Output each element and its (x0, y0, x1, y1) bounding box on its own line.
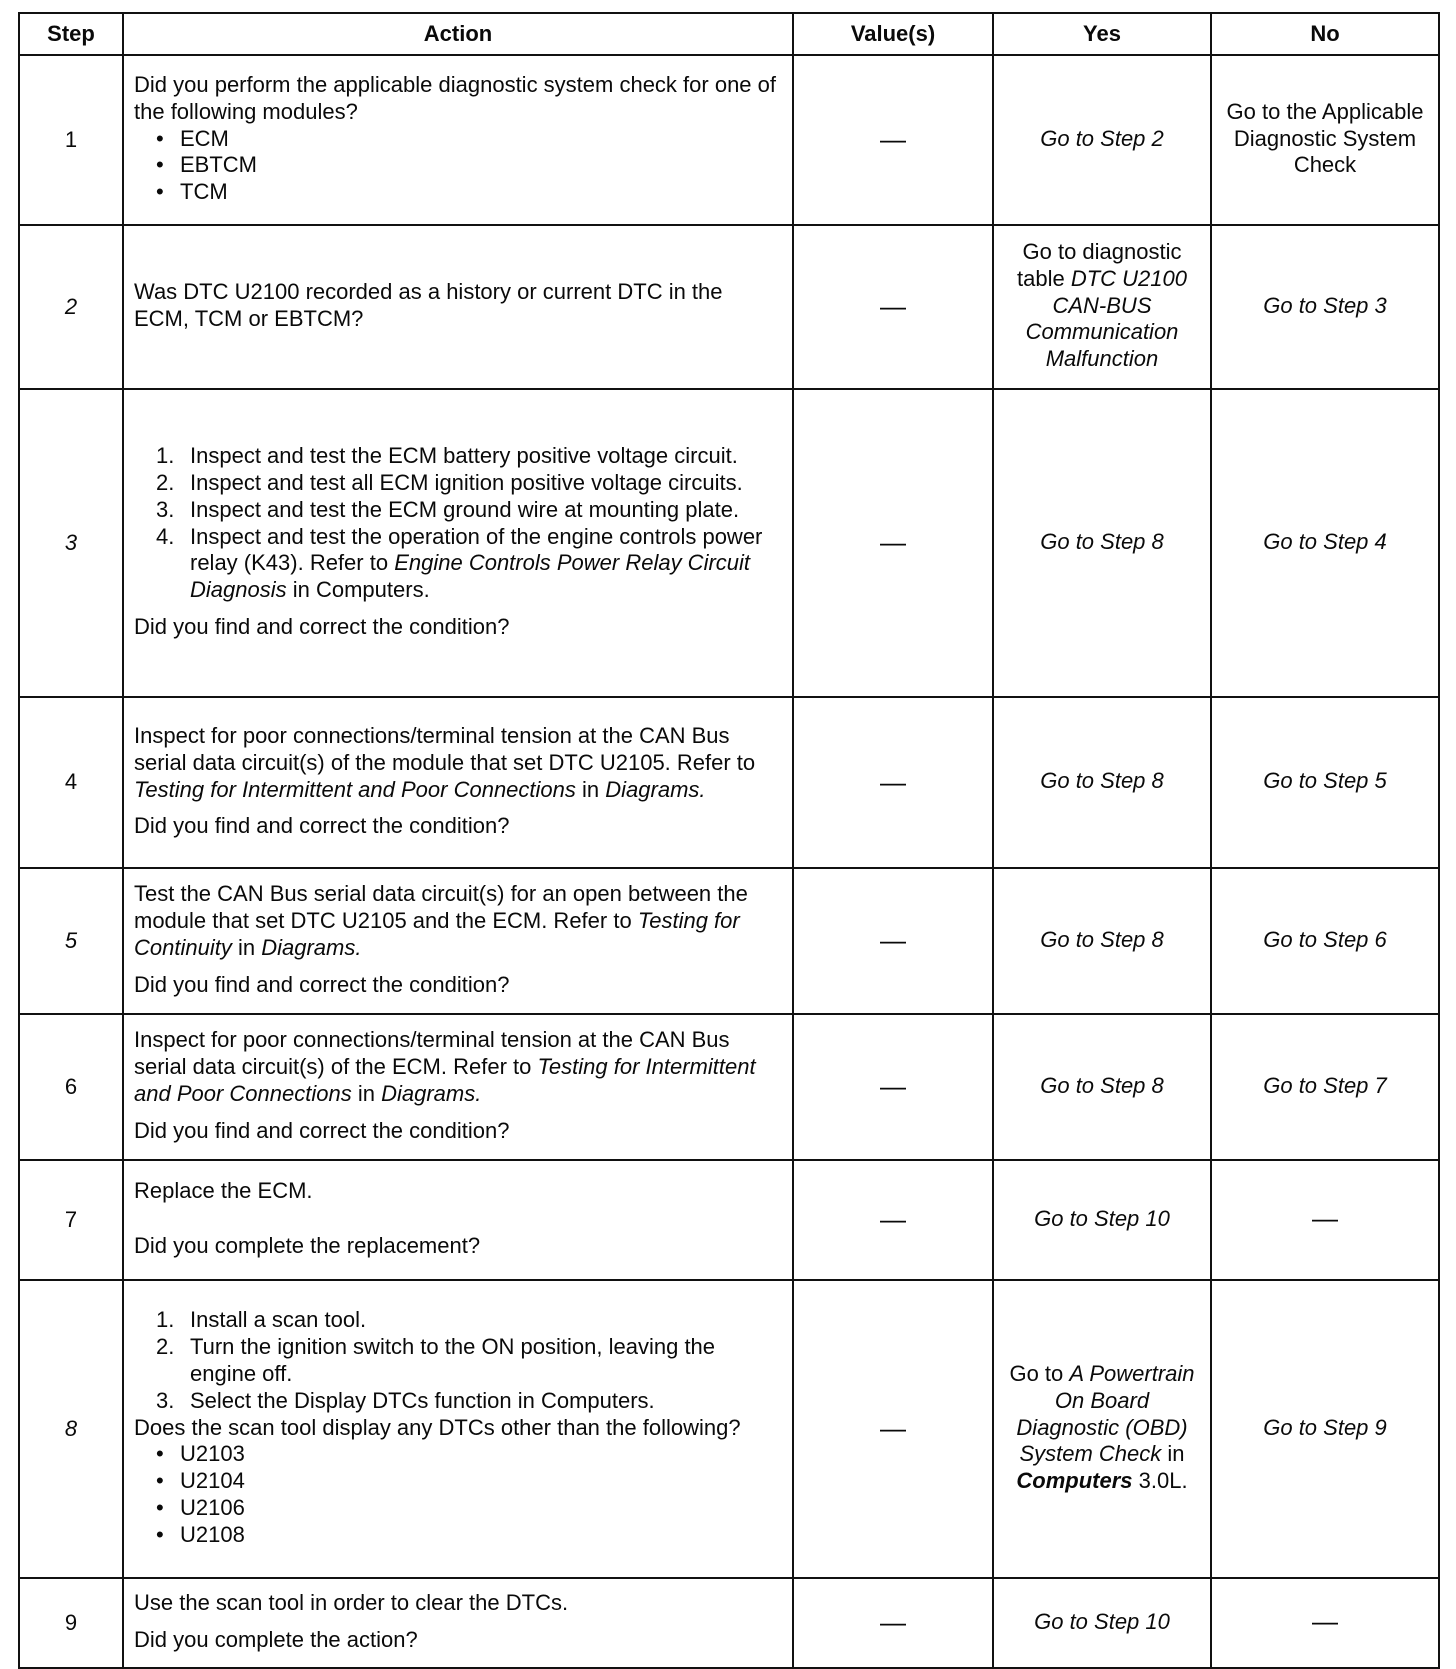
action-cell (123, 1160, 793, 1280)
yes-cell: Go to Step 8 (993, 868, 1211, 1014)
reference-link[interactable]: DTC U2100 CAN-BUS Communication Malfunction (1025, 265, 1187, 372)
list-item: 2. Turn the ignition switch to the ON position, leaving the engine off. (156, 1334, 716, 1386)
question-text: Did you find and correct the condition? (134, 1117, 510, 1143)
header-values: Value(s) (793, 13, 993, 55)
list-item: • TCM (156, 179, 782, 206)
header-step: Step (19, 13, 123, 55)
dtc-list (134, 1441, 782, 1548)
question-text: Does the scan tool display any DTCs other than the following? (134, 1414, 741, 1440)
doc-name: Diagrams. (605, 776, 706, 802)
header-yes: Yes (993, 13, 1211, 55)
reference-link[interactable]: Testing for Intermittent and Poor Connections (134, 1054, 756, 1106)
yes-cell: Go to Step 10 (993, 1160, 1211, 1280)
question-text: Did you find and correct the condition? (134, 971, 510, 997)
no-cell: — (1211, 1160, 1439, 1280)
action-text: Inspect for poor connections/terminal tension at the CAN Bus serial data circuit(s) of the module that set DTC U2105. Refer to (134, 722, 756, 775)
action-cell (123, 697, 793, 868)
list-item: 4. Inspect and test the operation of the engine controls power relay (K43). Refer to Engine Controls Power Relay Circuit Diagnosis in Computers. (156, 523, 763, 603)
table-row (19, 697, 1439, 868)
action-text: Replace the ECM. (134, 1178, 313, 1204)
action-text: Use the scan tool in order to clear the DTCs. (134, 1590, 569, 1616)
no-cell: Go to Step 3 (1211, 225, 1439, 389)
value-cell: — (793, 868, 993, 1014)
no-cell: Go to Step 5 (1211, 697, 1439, 868)
list-item: • U2106 (156, 1495, 782, 1522)
reference-link[interactable]: Testing for Intermittent and Poor Connections (134, 776, 576, 802)
table-row (19, 1280, 1439, 1578)
value-cell: — (793, 697, 993, 868)
yes-cell (993, 1280, 1211, 1578)
doc-name: Computers. (315, 577, 430, 603)
doc-name: Computers (1016, 1468, 1133, 1494)
yes-text: Go to (1009, 1360, 1064, 1386)
procedure-list (134, 443, 782, 604)
no-cell: Go to Step 6 (1211, 868, 1439, 1014)
doc-name: Computers. (540, 1387, 655, 1413)
reference-link[interactable]: A Powertrain On Board Diagnostic (OBD) System Check (1016, 1360, 1195, 1467)
value-cell: — (793, 1280, 993, 1578)
list-item-text: Inspect and test the ECM ground wire at mounting plate. (190, 496, 740, 522)
list-item-text: Inspect and test the ECM battery positive voltage circuit. (190, 443, 738, 469)
value-cell: — (793, 389, 993, 697)
table-row (19, 1014, 1439, 1160)
question-text: Did you find and correct the condition? (134, 813, 510, 839)
table-row (19, 55, 1439, 225)
action-text: Inspect for poor connections/terminal tension at the CAN Bus serial data circuit(s) of the ECM. Refer to (134, 1027, 730, 1080)
step-number: 5 (19, 868, 123, 1014)
list-item: 2. Inspect and test all ECM ignition positive voltage circuits. (156, 469, 743, 495)
diagnostic-document (18, 12, 1438, 1669)
yes-cell: Go to Step 8 (993, 1014, 1211, 1160)
yes-cell: Go to Step 10 (993, 1578, 1211, 1668)
step-number: 9 (19, 1578, 123, 1668)
step-number: 3 (19, 389, 123, 697)
engine-spec: 3.0L. (1138, 1468, 1188, 1494)
no-cell: Go to Step 9 (1211, 1280, 1439, 1578)
yes-cell: Go to Step 2 (993, 55, 1211, 225)
ref-connector: in (582, 776, 600, 802)
header-action: Action (123, 13, 793, 55)
ref-connector: in (1167, 1441, 1185, 1467)
table-row (19, 225, 1439, 389)
step-number: 4 (19, 697, 123, 868)
no-cell: Go to Step 4 (1211, 389, 1439, 697)
action-text: Did you perform the applicable diagnostic system check for one of the following modules? (134, 71, 776, 124)
header-no: No (1211, 13, 1439, 55)
reference-link[interactable]: Testing for Continuity (134, 908, 740, 960)
list-item: 3. Inspect and test the ECM ground wire at mounting plate. (156, 496, 740, 522)
no-cell: Go to the Applicable Diagnostic System Check (1211, 55, 1439, 225)
list-item: • U2108 (156, 1522, 782, 1549)
question-text: Did you complete the replacement? (134, 1233, 481, 1258)
procedure-list (134, 1307, 782, 1414)
list-item: • EBTCM (156, 152, 782, 179)
action-cell (123, 389, 793, 697)
action-cell (123, 1014, 793, 1160)
question-text: Did you find and correct the condition? (134, 614, 510, 640)
value-cell: — (793, 1160, 993, 1280)
table-row (19, 389, 1439, 697)
value-cell: — (793, 225, 993, 389)
step-number: 1 (19, 55, 123, 225)
action-cell (123, 868, 793, 1014)
list-item: 3. Select the Display DTCs function in Computers. (156, 1387, 655, 1413)
list-item-text: Select the Display DTCs function in (190, 1387, 535, 1413)
list-item-text: Install a scan tool. (190, 1307, 367, 1333)
question-text: Did you complete the action? (134, 1627, 418, 1652)
step-number: 7 (19, 1160, 123, 1280)
reference-link[interactable]: Engine Controls Power Relay Circuit Diagnosis (190, 550, 751, 603)
action-cell (123, 1280, 793, 1578)
no-cell: — (1211, 1578, 1439, 1668)
module-list (134, 126, 782, 206)
yes-cell: Go to Step 8 (993, 389, 1211, 697)
table-row (19, 1578, 1439, 1668)
action-cell (123, 225, 793, 389)
list-item-text: Inspect and test the operation of the engine controls power relay (K43). Refer to (190, 523, 763, 576)
action-text: Test the CAN Bus serial data circuit(s) for an open between the module that set DTC U2105 and the ECM. Refer to (134, 881, 748, 934)
action-cell (123, 55, 793, 225)
table-row (19, 868, 1439, 1014)
list-item-text: Turn the ignition switch to the ON position, leaving the engine off. (190, 1334, 716, 1386)
yes-cell (993, 225, 1211, 389)
no-cell: Go to Step 7 (1211, 1014, 1439, 1160)
list-item-text: Inspect and test all ECM ignition positive voltage circuits. (190, 469, 743, 495)
action-text: Was DTC U2100 recorded as a history or current DTC in the ECM, TCM or EBTCM? (134, 279, 723, 331)
list-item: • U2103 (156, 1441, 782, 1468)
table-row (19, 1160, 1439, 1280)
value-cell: — (793, 1014, 993, 1160)
ref-connector: in (357, 1081, 375, 1106)
doc-name: Diagrams. (261, 935, 362, 960)
yes-text: Go to diagnostic table (1017, 238, 1182, 291)
ref-connector: in (292, 577, 310, 603)
ref-connector: in (237, 935, 256, 960)
table-header-row (19, 13, 1439, 55)
list-item: 1. Install a scan tool. (156, 1307, 367, 1333)
value-cell: — (793, 1578, 993, 1668)
list-item: • ECM (156, 126, 782, 153)
action-cell (123, 1578, 793, 1668)
list-item: • U2104 (156, 1468, 782, 1495)
list-item: 1. Inspect and test the ECM battery positive voltage circuit. (156, 443, 738, 469)
value-cell: — (793, 55, 993, 225)
step-number: 6 (19, 1014, 123, 1160)
yes-cell: Go to Step 8 (993, 697, 1211, 868)
step-number: 2 (19, 225, 123, 389)
diagnostic-table (18, 12, 1440, 1669)
doc-name: Diagrams. (381, 1081, 482, 1106)
step-number: 8 (19, 1280, 123, 1578)
